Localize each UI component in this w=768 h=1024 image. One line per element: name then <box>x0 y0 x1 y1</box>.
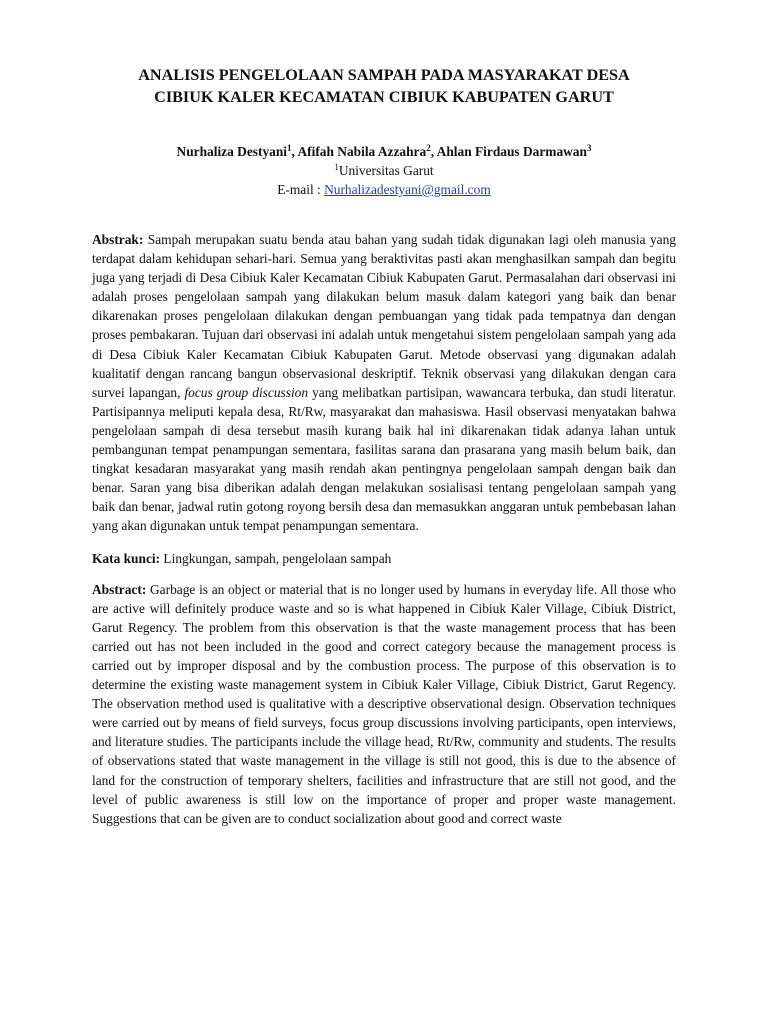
affiliation-name: Universitas Garut <box>338 163 434 178</box>
keywords-label: Kata kunci: <box>92 550 161 566</box>
paper-page <box>92 64 676 828</box>
email-line <box>92 180 676 199</box>
abstrak-text: Sampah merupakan suatu benda atau bahan yang sudah tidak digunakan lagi oleh manusia yang terdapat dalam kehidupan sehari-hari. Semua yang beraktivitas pasti akan menghasilkan sampah dan begitu juga yang terjadi di Desa Cibiuk Kaler Kecamatan Cibiuk Kabupaten Garut. Permasalahan dari observasi ini adalah proses pengelolaan sampah yang dilakukan belum masuk dalam kategori yang baik dan benar dikarenakan proses pengelolaan dilakukan dengan pembuangan yang tidak pada tempatnya dan dengan proses pembakaran. Tujuan dari observasi ini adalah untuk mengetahui sistem pengelolaan sampah yang ada di Desa Cibiuk Kaler Kecamatan Cibiuk Kabupaten Garut. Metode observasi yang digunakan adalah kualitatif dengan rancang bangun observasional deskriptif. Teknik observasi yang dilakukan dengan cara survei lapangan, <box>92 232 676 400</box>
abstrak-label: Abstrak: <box>92 232 144 247</box>
email-label: E-mail : <box>277 182 325 197</box>
abstrak-italic-term: focus group discussion <box>184 384 309 400</box>
author-list <box>92 142 676 161</box>
paper-title <box>92 64 676 108</box>
affiliation <box>92 161 676 180</box>
author-affiliation-mark: 1 <box>287 143 292 153</box>
abstract-text: Garbage is an object or material that is no longer used by humans in everyday life. All those who are active will definitely produce waste and so is what happened in Cibiuk Kaler Village, Cibiuk District, Garut Regency. The problem from this observation is that the waste management process that has been carried out has not been included in the good and correct category because the management process is carried out by improper disposal and by the combustion process. The purpose of this observation is to determine the existing waste management system in Cibiuk Kaler Village, Cibiuk District, Garut Regency. The observation method used is qualitative with a descriptive observational design. Observation techniques were carried out by means of field surveys, focus group discussions involving participants, open interviews, and literature studies. The participants include the village head, Rt/Rw, community and students. The results of observations stated that waste management in the village is still not good, this is due to the absence of land for the construction of temporary shelters, facilities and infrastructure that are still not good, and the level of public awareness is still low on the importance of proper and proper waste management. Suggestions that can be given are to conduct socialization about good and correct waste <box>92 581 676 826</box>
author-affiliation-mark: 3 <box>586 143 592 153</box>
abstract-english-paragraph <box>92 580 676 828</box>
author-name: Nurhaliza Destyani <box>176 144 288 159</box>
author-separator: , <box>430 144 437 159</box>
keywords-paragraph <box>92 549 676 568</box>
email-link[interactable]: Nurhalizadestyani@gmail.com <box>324 182 491 197</box>
author-name: Ahlan Firdaus Darmawan <box>436 144 587 159</box>
title-line-1: ANALISIS PENGELOLAAN SAMPAH PADA MASYARAKAT DESA <box>138 66 630 84</box>
abstract-label: Abstract: <box>92 581 147 597</box>
abstrak-text-continued: yang melibatkan partisipan, wawancara terbuka, dan studi literatur. Partisipannya meliputi kepala desa, Rt/Rw, masyarakat dan mahasiswa. Hasil observasi menyatakan bahwa pengelolaan sampah di desa tersebut masih kurang baik hal ini dikarenakan tidak adanya lahan untuk pembangunan tempat penampungan sementara, fasilitas sarana dan prasarana yang masih belum baik, dan tingkat kesadaran masyarakat yang masih rendah akan pentingnya pengelolaan sampah dengan baik dan benar. Saran yang bisa diberikan adalah dengan melakukan sosialisasi tentang pengelolaan sampah yang baik dan benar, jadwal rutin gotong royong bersih desa dan memasukkan anggaran untuk pembebasan lahan yang akan digunakan untuk tempat penampungan sementara. <box>92 384 676 534</box>
author-name: Afifah Nabila Azzahra <box>297 144 427 159</box>
author-separator: , <box>291 144 298 159</box>
author-affiliation-mark: 2 <box>426 143 431 153</box>
abstrak-paragraph <box>92 230 676 536</box>
keywords-text: Lingkungan, sampah, pengelolaan sampah <box>160 550 392 566</box>
affiliation-mark: 1 <box>334 162 339 172</box>
title-line-2: CIBIUK KALER KECAMATAN CIBIUK KABUPATEN GARUT <box>154 88 614 106</box>
